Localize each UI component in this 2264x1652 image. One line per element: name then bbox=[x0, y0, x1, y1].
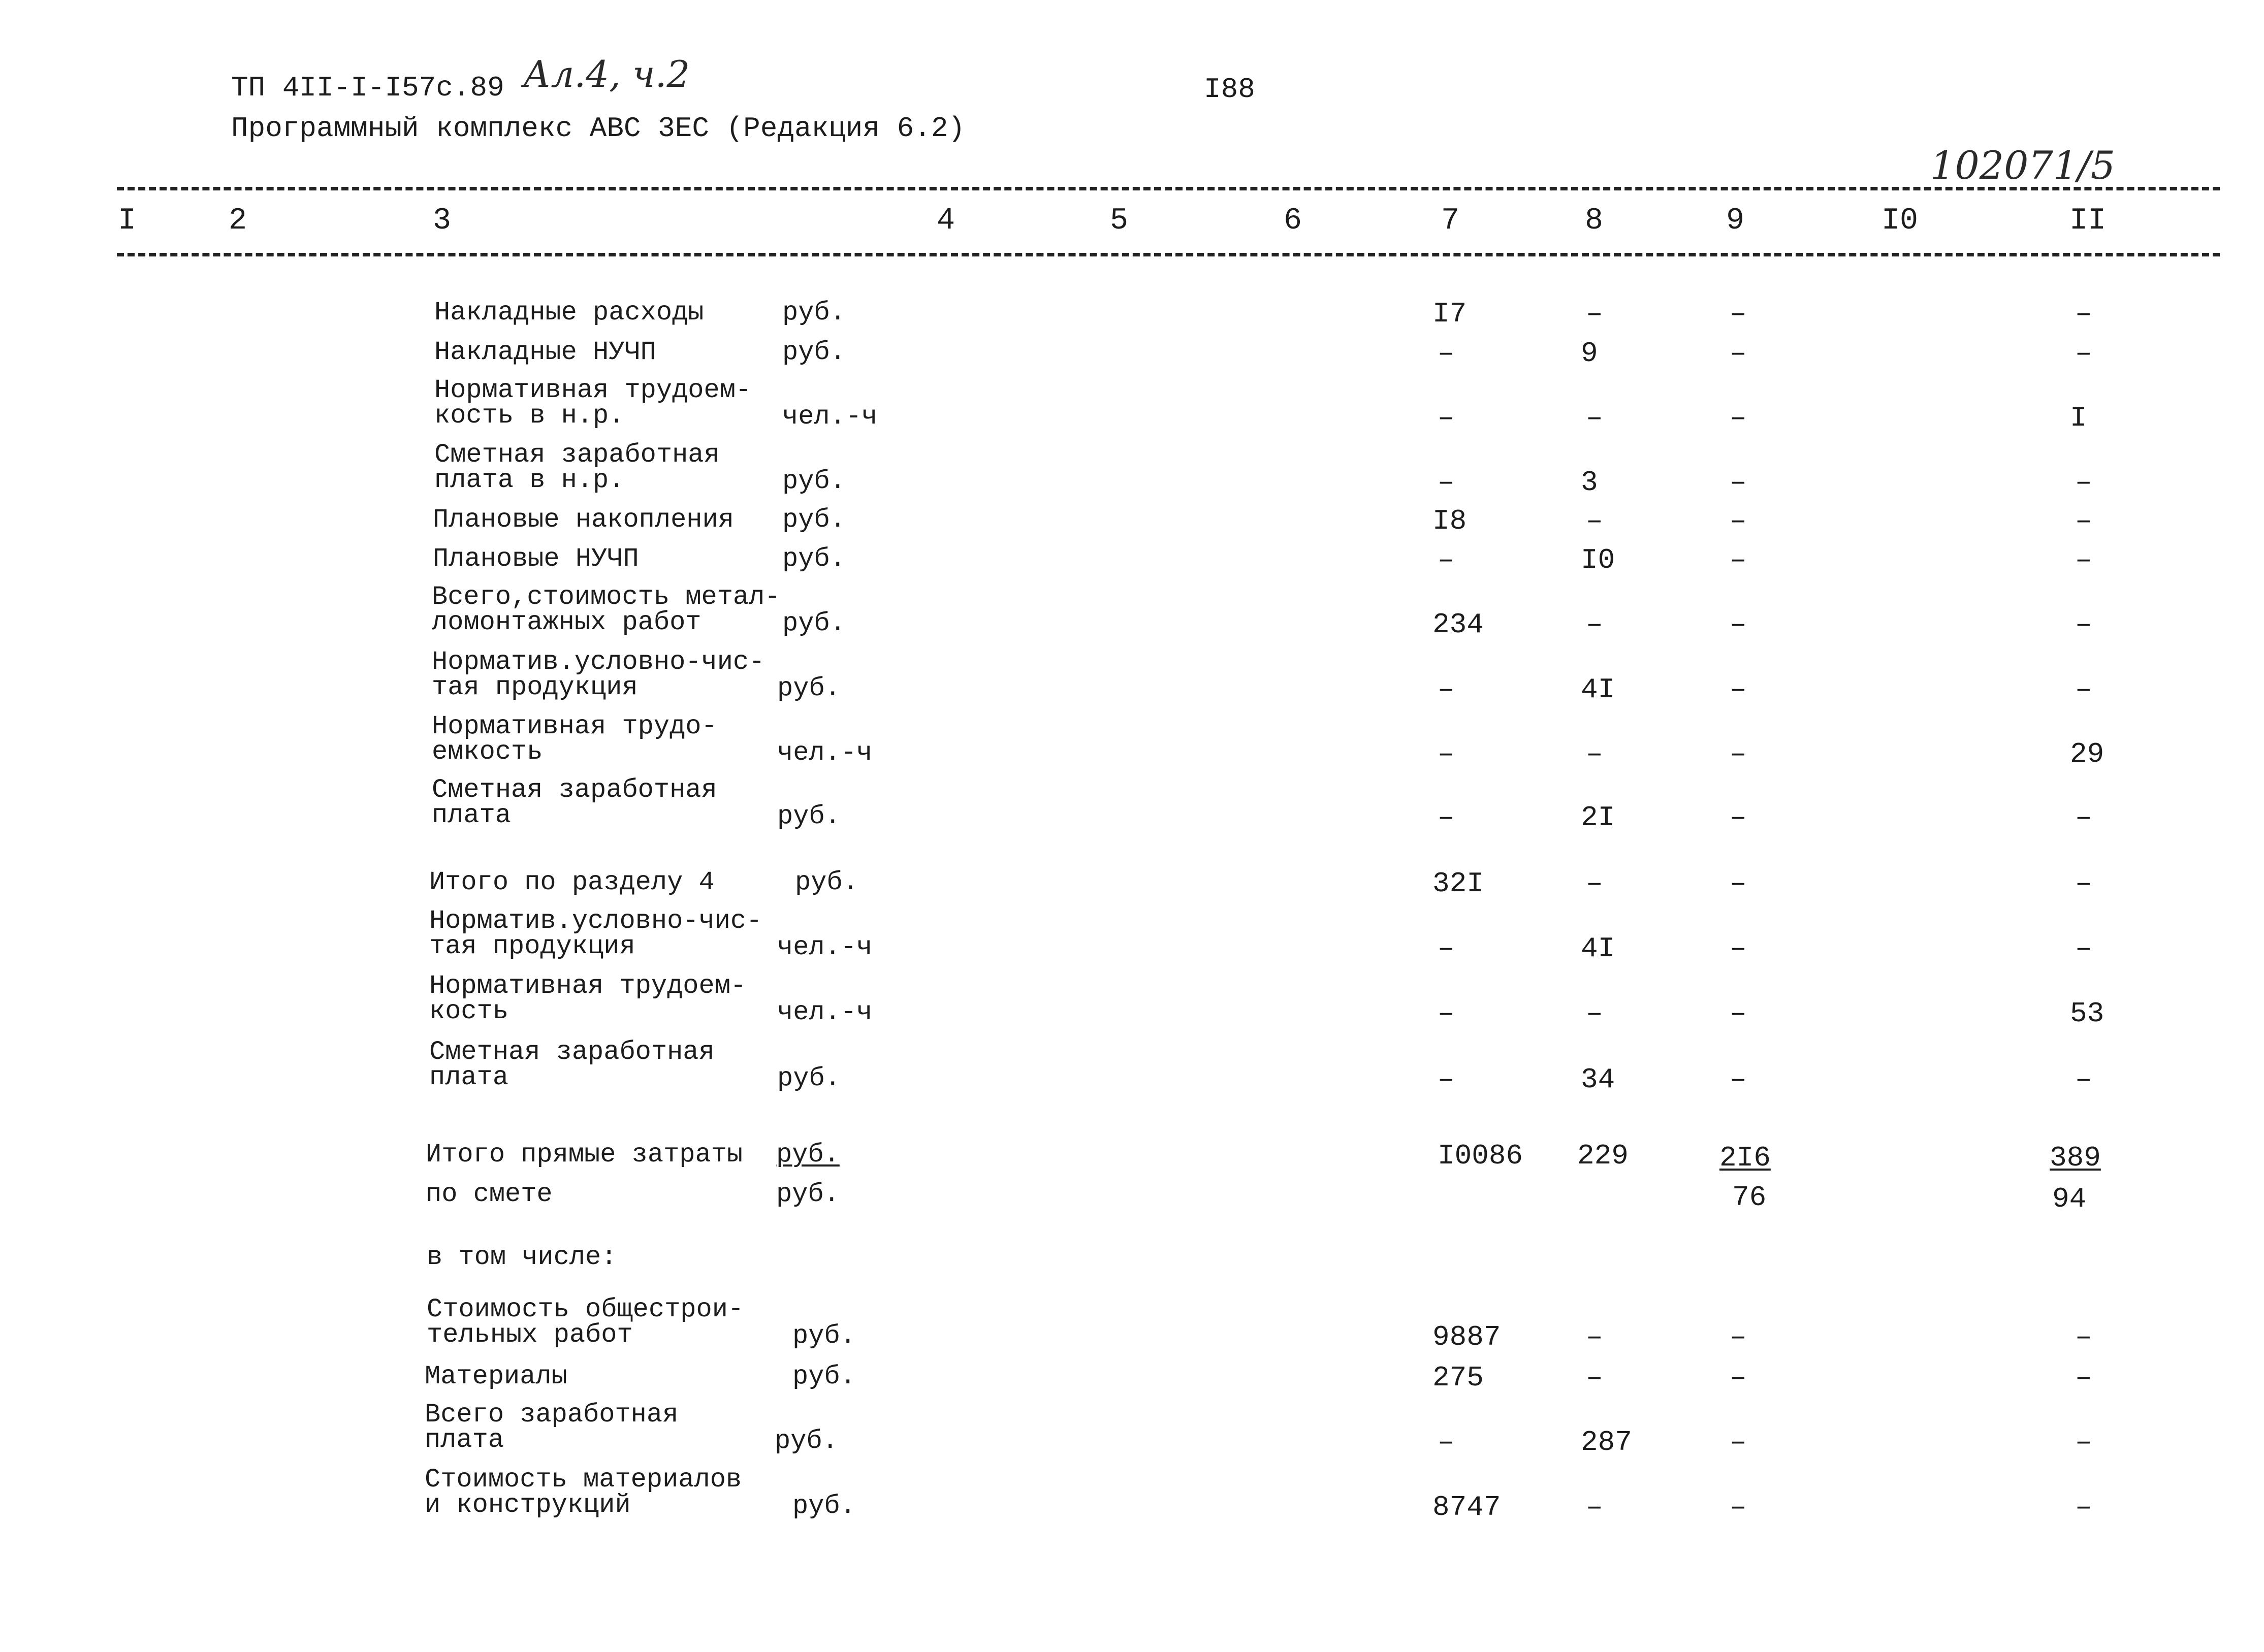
row-value-c8: – bbox=[1586, 1362, 1603, 1394]
row-label bbox=[429, 973, 746, 1025]
row-label-line2: тельных работ bbox=[427, 1320, 633, 1350]
row-label-line1: Сметная заработная bbox=[429, 1037, 715, 1067]
row-unit: чел.-ч bbox=[782, 402, 878, 432]
row-label-line1: Нормативная трудо- bbox=[432, 711, 717, 741]
row-value-c8: 4I bbox=[1581, 673, 1615, 706]
row-value-c11: – bbox=[2075, 867, 2092, 900]
row-label-line2: емкость bbox=[432, 737, 543, 767]
row-label-line1: Материалы bbox=[425, 1362, 567, 1391]
row-value-c9: – bbox=[1730, 337, 1747, 370]
row-value-c9: – bbox=[1730, 298, 1747, 330]
row-value-c11: – bbox=[2075, 932, 2092, 965]
row-unit: руб. bbox=[795, 867, 858, 897]
totals-unit: руб. bbox=[776, 1140, 840, 1170]
row-value-c8: – bbox=[1586, 738, 1603, 770]
row-label-line1: Итого по разделу 4 bbox=[429, 867, 715, 897]
column-number: 9 bbox=[1726, 204, 1745, 238]
row-value-c8: I0 bbox=[1581, 544, 1615, 576]
row-label-line1: Всего заработная bbox=[425, 1400, 679, 1430]
row-label-line1: Накладные НУЧП bbox=[434, 337, 656, 367]
row-value-c7: – bbox=[1438, 402, 1455, 434]
row-label-line2: плата в н.р. bbox=[434, 465, 625, 495]
row-value-c7: – bbox=[1438, 466, 1455, 499]
row-label bbox=[432, 711, 717, 767]
row-value-c11: – bbox=[2075, 608, 2092, 641]
row-label-line1: Плановые НУЧП bbox=[433, 544, 639, 574]
row-value-c11: – bbox=[2075, 1491, 2092, 1524]
row-value-c9: – bbox=[1730, 1426, 1747, 1459]
row-value-c11: I bbox=[2070, 402, 2087, 434]
row-label-line2: плата bbox=[432, 800, 512, 830]
row-value-c9: – bbox=[1730, 932, 1747, 965]
page-number: I88 bbox=[1204, 73, 1255, 106]
row-value-c9: – bbox=[1730, 402, 1747, 434]
row-value-c11: – bbox=[2075, 337, 2092, 370]
totals-col9-top: 2I6 bbox=[1719, 1142, 1771, 1174]
row-value-c11: – bbox=[2075, 1321, 2092, 1353]
totals-col7: I0086 bbox=[1438, 1140, 1523, 1172]
row-value-c9: – bbox=[1730, 544, 1747, 576]
row-value-c9: – bbox=[1730, 1063, 1747, 1096]
row-label-line1: Стоимость общестрои- bbox=[427, 1294, 744, 1324]
column-number: II bbox=[2069, 204, 2107, 238]
row-label bbox=[429, 1039, 715, 1091]
row-unit: чел.-ч bbox=[777, 932, 873, 962]
header-top-rule bbox=[117, 187, 2220, 190]
row-unit: руб. bbox=[792, 1321, 856, 1351]
row-label-line1: Сметная заработная bbox=[432, 775, 717, 805]
row-value-c7: – bbox=[1438, 1063, 1455, 1096]
row-value-c9: – bbox=[1730, 673, 1747, 706]
row-value-c11: 29 bbox=[2070, 738, 2104, 770]
row-value-c9: – bbox=[1730, 801, 1747, 834]
row-label-line2: кость в н.р. bbox=[434, 401, 625, 431]
row-value-c7: 275 bbox=[1432, 1362, 1484, 1394]
handwritten-reference: Ал.4, ч.2 bbox=[523, 53, 690, 95]
totals-col9-bottom: 76 bbox=[1732, 1181, 1767, 1214]
column-number: 8 bbox=[1584, 204, 1604, 238]
column-number: 6 bbox=[1283, 204, 1302, 238]
row-value-c8: 9 bbox=[1581, 337, 1598, 370]
row-value-c7: I8 bbox=[1432, 505, 1467, 537]
including-label: в том числе: bbox=[427, 1242, 617, 1272]
row-value-c7: – bbox=[1438, 997, 1455, 1030]
row-unit: чел.-ч bbox=[777, 738, 873, 768]
row-label-line2: плата bbox=[429, 1062, 509, 1092]
row-label bbox=[425, 1364, 567, 1390]
row-value-c8: 34 bbox=[1581, 1063, 1615, 1096]
row-label bbox=[434, 442, 720, 494]
handwritten-stamp-number: 102071/5 bbox=[1930, 143, 2116, 188]
row-label-line2: тая продукция bbox=[429, 931, 635, 961]
row-unit: руб. bbox=[777, 673, 841, 703]
row-value-c8: – bbox=[1586, 402, 1603, 434]
row-label-line1: Плановые накопления bbox=[433, 505, 734, 535]
row-value-c11: – bbox=[2075, 1063, 2092, 1096]
row-value-c11: – bbox=[2075, 1426, 2092, 1459]
row-label bbox=[433, 507, 734, 533]
row-value-c7: – bbox=[1438, 932, 1455, 965]
column-number: 3 bbox=[432, 204, 452, 238]
row-label bbox=[434, 339, 656, 366]
row-label-line1: Стоимость материалов bbox=[425, 1465, 742, 1495]
row-value-c8: – bbox=[1586, 298, 1603, 330]
row-value-c9: – bbox=[1730, 466, 1747, 499]
row-value-c9: – bbox=[1730, 1362, 1747, 1394]
totals-label: Итого прямые затраты bbox=[426, 1140, 743, 1170]
row-label bbox=[434, 377, 751, 429]
row-value-c8: – bbox=[1586, 1321, 1603, 1353]
row-value-c9: – bbox=[1730, 867, 1747, 900]
row-label bbox=[429, 869, 715, 896]
row-unit: чел.-ч bbox=[777, 997, 873, 1027]
row-value-c7: – bbox=[1438, 1426, 1455, 1459]
header-bottom-rule bbox=[117, 253, 2220, 256]
row-value-c8: – bbox=[1586, 608, 1603, 641]
row-label bbox=[433, 546, 639, 572]
row-value-c11: – bbox=[2075, 801, 2092, 834]
row-value-c11: – bbox=[2075, 298, 2092, 330]
row-value-c8: 287 bbox=[1581, 1426, 1632, 1459]
row-value-c7: 8747 bbox=[1432, 1491, 1501, 1524]
totals-col11-top: 389 bbox=[2050, 1142, 2101, 1174]
totals-unit-2: руб. bbox=[776, 1179, 840, 1209]
row-value-c7: – bbox=[1438, 337, 1455, 370]
row-value-c8: 2I bbox=[1581, 801, 1615, 834]
row-value-c7: – bbox=[1438, 738, 1455, 770]
row-value-c7: – bbox=[1438, 673, 1455, 706]
row-unit: руб. bbox=[792, 1362, 856, 1391]
row-value-c9: – bbox=[1730, 505, 1747, 537]
row-label bbox=[432, 649, 764, 701]
row-value-c8: – bbox=[1586, 1491, 1603, 1524]
row-value-c7: 234 bbox=[1432, 608, 1484, 641]
row-value-c11: 53 bbox=[2070, 997, 2104, 1030]
row-label-line1: Норматив.условно-чис- bbox=[429, 906, 762, 936]
totals-col8: 229 bbox=[1577, 1140, 1629, 1172]
row-label-line2: ломонтажных работ bbox=[432, 607, 701, 637]
row-unit: руб. bbox=[775, 1426, 838, 1456]
row-value-c7: I7 bbox=[1432, 298, 1467, 330]
totals-col11-bottom: 94 bbox=[2052, 1183, 2087, 1215]
row-value-c9: – bbox=[1730, 608, 1747, 641]
document-code: ТП 4II-I-I57с.89 bbox=[231, 72, 504, 104]
column-number: 7 bbox=[1441, 204, 1460, 238]
row-value-c7: 32I bbox=[1432, 867, 1484, 900]
program-title: Программный комплекс АВС 3ЕС (Редакция 6.2) bbox=[231, 112, 966, 145]
column-number: I0 bbox=[1881, 204, 1919, 238]
row-value-c7: – bbox=[1438, 544, 1455, 576]
row-value-c11: – bbox=[2075, 505, 2092, 537]
row-value-c9: – bbox=[1730, 738, 1747, 770]
row-value-c11: – bbox=[2075, 466, 2092, 499]
row-label bbox=[425, 1467, 742, 1518]
row-value-c9: – bbox=[1730, 1321, 1747, 1353]
row-value-c8: 3 bbox=[1581, 466, 1598, 499]
row-unit: руб. bbox=[782, 505, 846, 535]
row-label-line2: и конструкций bbox=[425, 1490, 631, 1520]
row-label bbox=[432, 777, 717, 829]
row-value-c9: – bbox=[1730, 997, 1747, 1030]
row-unit: руб. bbox=[782, 298, 846, 328]
column-number: 4 bbox=[936, 204, 955, 238]
row-value-c8: – bbox=[1586, 997, 1603, 1030]
row-value-c11: – bbox=[2075, 1362, 2092, 1394]
row-label bbox=[425, 1402, 678, 1453]
row-value-c11: – bbox=[2075, 544, 2092, 576]
row-unit: руб. bbox=[782, 466, 846, 496]
column-number: I bbox=[117, 204, 137, 238]
row-label-line1: Всего,стоимость метал- bbox=[432, 582, 781, 612]
row-value-c8: – bbox=[1586, 505, 1603, 537]
row-value-c9: – bbox=[1730, 1491, 1747, 1524]
row-label-line1: Накладные расходы bbox=[434, 298, 704, 328]
row-label-line2: кость bbox=[429, 996, 509, 1026]
row-label bbox=[432, 584, 781, 636]
row-label-line1: Норматив.условно-чис- bbox=[432, 647, 765, 677]
row-label bbox=[434, 300, 704, 326]
row-unit: руб. bbox=[782, 608, 846, 638]
row-label-line2: плата bbox=[425, 1425, 504, 1455]
row-value-c11: – bbox=[2075, 673, 2092, 706]
row-unit: руб. bbox=[782, 337, 846, 367]
row-label-line1: Нормативная трудоем- bbox=[434, 375, 752, 405]
row-unit: руб. bbox=[777, 1063, 841, 1093]
row-unit: руб. bbox=[777, 801, 841, 831]
totals-label-2: по смете bbox=[426, 1179, 553, 1209]
row-value-c7: – bbox=[1438, 801, 1455, 834]
row-value-c8: – bbox=[1586, 867, 1603, 900]
row-unit: руб. bbox=[792, 1491, 856, 1521]
row-value-c8: 4I bbox=[1581, 932, 1615, 965]
column-number: 2 bbox=[228, 204, 247, 238]
row-label-line1: Сметная заработная bbox=[434, 440, 720, 470]
row-value-c7: 9887 bbox=[1432, 1321, 1501, 1353]
row-unit: руб. bbox=[782, 544, 846, 574]
column-number: 5 bbox=[1109, 204, 1129, 238]
row-label bbox=[427, 1294, 744, 1350]
row-label bbox=[429, 908, 762, 960]
row-label-line1: Нормативная трудоем- bbox=[429, 971, 747, 1001]
row-label-line2: тая продукция bbox=[432, 672, 638, 702]
